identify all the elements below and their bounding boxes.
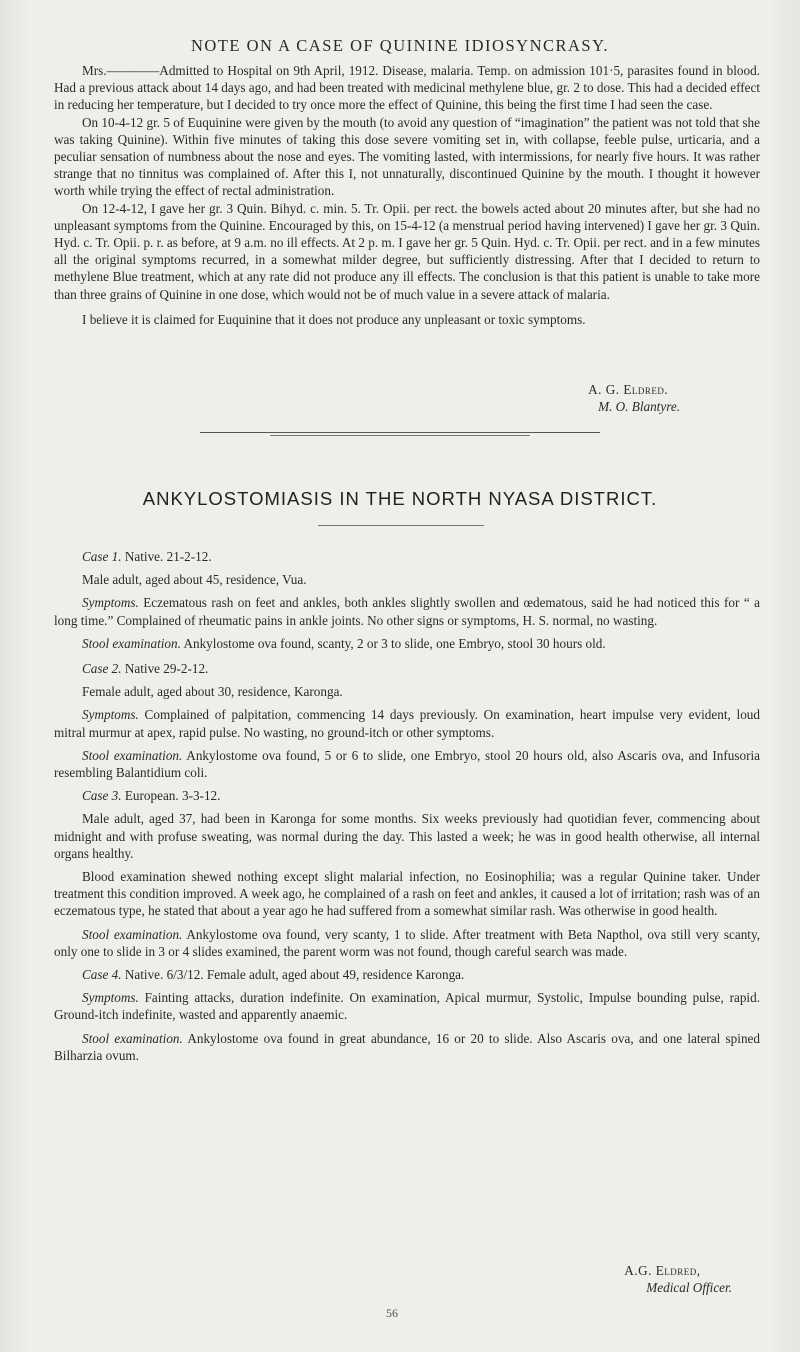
case-4-symptoms-label: Symptoms. (82, 990, 139, 1006)
note-signature (588, 381, 680, 415)
case-3-desc: Male adult, aged 37, had been in Karonga for some months. Six weeks previously had quotidian fever, commencing about midnight and with profuse sweating, was normal during the day. This lasted a week; he was in good health otherwise, all internal organs healthy. (54, 811, 760, 861)
case-1-symptoms (54, 594, 760, 628)
title-underline (318, 525, 484, 526)
case-4-stool-text: Ankylostome ova found in great abundance, 16 or 20 to slide. Also Ascaris ova, and one lateral spined Bilharzia ovum. (54, 1030, 760, 1063)
note-signature-place: M. O. Blantyre. (598, 399, 680, 414)
article-signature-name: A.G. Eldred, (624, 1263, 701, 1278)
case-2-stool (54, 747, 760, 781)
case-2-info: Native 29-2-12. (121, 661, 209, 677)
case-3-stool-text: Ankylostome ova found, very scanty, 1 to slide. After treatment with Beta Napthol, ova still very scanty, only one to slide in 3 or 4 slides examined, the parent worm was not found, though careful search was made. (54, 926, 760, 959)
case-1-stool-text: Ankylostome ova found, scanty, 2 or 3 to slide, one Embryo, stool 30 hours old. (180, 635, 606, 651)
article-signature-title: Medical Officer. (646, 1280, 732, 1295)
case-1-desc: Male adult, aged about 45, residence, Vua. (82, 572, 307, 588)
case-2-symptoms (54, 706, 760, 740)
case-1-symptoms-label: Symptoms. (82, 595, 139, 611)
note-paragraph-1: Mrs.————Admitted to Hospital on 9th April, 1912. Disease, malaria. Temp. on admission 101·5, parasites found in blood. Had a previous attack about 14 days ago, and had been treated with medicinal methylene blue, gr. 2 to dose. This had a decided effect in reducing her temperature, but I decided to try once more the effect of Quinine, this being the first time I had seen the case. (54, 63, 760, 113)
case-4-stool (54, 1030, 760, 1064)
note-paragraph-2: On 10-4-12 gr. 5 of Euquinine were given by the mouth (to avoid any question of “imagination” the patient was not told that she was taking Quinine). Within five minutes of taking this dose severe vomiting set in, with collapse, feeble pulse, urticaria, and a peculiar sensation of numbness about the nose and eyes. The vomiting lasted, with intermissions, for nearly five hours. It was rather strange that no tinnitus was complained of. After this I, not unnaturally, discontinued Quinine by the mouth. I thought it however worth while trying the effect of rectal administration. (54, 114, 760, 199)
case-2-label: Case 2. (82, 661, 122, 677)
case-1-stool (54, 635, 760, 652)
case-1-label: Case 1. (82, 549, 122, 564)
section-divider-bottom (270, 435, 530, 436)
case-4-info: Native. 6/3/12. Female adult, aged about 49, residence Karonga. (121, 967, 465, 983)
case-2-heading (54, 660, 760, 677)
page-number: 56 (386, 1306, 398, 1320)
case-4-label: Case 4. (82, 967, 122, 983)
article-title: ANKYLOSTOMIASIS IN THE NORTH NYASA DISTRICT. (142, 488, 658, 509)
case-2-stool-text: Ankylostome ova found, 5 or 6 to slide, one Embryo, stool 20 hours old, also Ascaris ova, and Infusoria resembling Balantidium coli. (54, 747, 760, 781)
case-3-stool-label: Stool examination. (82, 926, 183, 942)
case-1-info: Native. 21-2-12. (121, 549, 212, 564)
case-1-heading (54, 548, 760, 565)
case-1-symptoms-text: Eczematous rash on feet and ankles, both ankles slightly swollen and œdematous, said he had noticed this for “ a long time.” Complained of rheumatic pains in ankle joints. No other signs or symptoms, H. S. normal, no wasting. (54, 595, 760, 628)
section-divider-top (200, 432, 600, 433)
case-3-blood: Blood examination shewed nothing except slight malarial infection, no Eosinophilia; was a regular Quinine taker. Under treatment this condition improved. A week ago, he complained of a rash on feet and ankles, it caused a lot of irritation; rash was of an eczematous type, he stated that about a year ago he had suffered from a somewhat similar rash. Was otherwise in good health. (54, 869, 760, 919)
article-signature (624, 1262, 732, 1296)
case-3-heading (54, 787, 760, 804)
case-3-stool (54, 926, 760, 960)
case-4-stool-label: Stool examination. (82, 1030, 183, 1046)
article-body (54, 548, 760, 1064)
case-2-stool-label: Stool examination. (82, 747, 183, 763)
note-paragraph-4: I believe it is claimed for Euquinine that it does not produce any unpleasant or toxic symptoms. (82, 311, 586, 327)
note-paragraph-3: On 12-4-12, I gave her gr. 3 Quin. Bihyd. c. min. 5. Tr. Opii. per rect. the bowels acted about 20 minutes after, but she had no unpleasant symptoms from the Quinine. Encouraged by this, on 15-4-12 (a menstrual period having intervened) I gave her gr. 3 Quin. Hyd. c. Tr. Opii. p. r. as before, at 9 a.m. no ill effects. At 2 p. m. I gave her gr. 5 Quin. Hyd. c. Tr. Opii. per rect. and in a few minutes all the original symptoms recurred, in a somewhat milder degree, but sufficiently distressing. After that I decided to return to methylene Blue treatment, which at any rate did not produce any ill effects. The conclusion is that this patient is unable to take more than three grains of Quinine in one dose, which would not be of much value in a severe attack of malaria. (54, 200, 760, 302)
quinine-note-body (54, 62, 760, 328)
case-2-desc: Female adult, aged about 30, residence, Karonga. (82, 684, 343, 700)
page-header: NOTE ON A CASE OF QUININE IDIOSYNCRASY. (190, 36, 609, 55)
case-2-symptoms-label: Symptoms. (82, 707, 139, 723)
note-signature-name: A. G. Eldred. (588, 382, 669, 397)
case-2-symptoms-text: Complained of palpitation, commencing 14 days previously. On examination, heart impulse very evident, loud mitral murmur at apex, rapid pulse. No wasting, no ground-itch or other symptoms. (54, 707, 760, 740)
case-4-heading (54, 966, 760, 983)
case-3-info: European. 3-3-12. (121, 788, 221, 804)
case-1-stool-label: Stool examination. (82, 635, 181, 651)
case-3-label: Case 3. (82, 788, 122, 804)
case-4-symptoms-text: Fainting attacks, duration indefinite. On examination, Apical murmur, Systolic, Impulse bounding pulse, rapid. Ground-itch indefinite, wasted and apparently anaemic. (54, 990, 760, 1023)
case-4-symptoms (54, 989, 760, 1023)
